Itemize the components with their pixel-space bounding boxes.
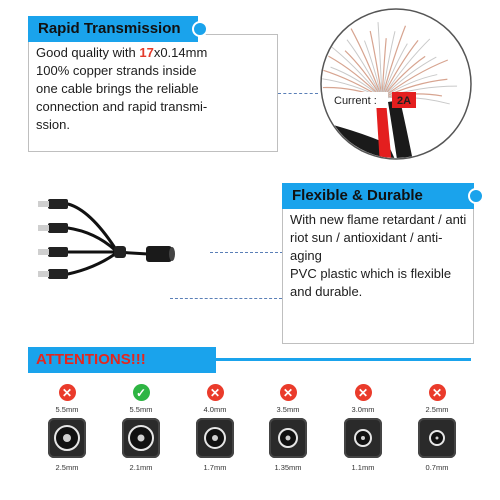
outer-diameter-label: 5.5mm	[129, 405, 153, 414]
rapid-transmission-header	[28, 16, 198, 42]
current-label: Current :	[334, 95, 377, 107]
inner-diameter-label: 1.7mm	[203, 463, 227, 472]
divider	[216, 358, 471, 361]
outer-diameter-label: 3.5mm	[276, 405, 300, 414]
flexible-durable-text: With new flame retardant / anti riot sun / antioxidant / anti-aging PVC plastic which is flexible and durable.	[290, 212, 467, 299]
dc-jack-icon	[196, 418, 234, 458]
strand-count: 17	[139, 45, 154, 60]
cross-icon: ✕	[355, 384, 372, 401]
splitter-cable-illustration	[30, 180, 220, 290]
dc-jack-icon	[269, 418, 307, 458]
cross-icon: ✕	[280, 384, 297, 401]
outer-diameter-label: 4.0mm	[203, 405, 227, 414]
dc-jack-icon	[418, 418, 456, 458]
inner-diameter-label: 1.35mm	[274, 463, 302, 472]
connector-line	[278, 93, 318, 94]
cross-icon: ✕	[59, 384, 76, 401]
plug-size-item	[405, 384, 469, 472]
plug-size-item	[109, 384, 173, 472]
cross-icon: ✕	[429, 384, 446, 401]
cross-icon: ✕	[207, 384, 224, 401]
plug-size-item	[183, 384, 247, 472]
inner-diameter-label: 0.7mm	[425, 463, 449, 472]
inner-diameter-label: 2.1mm	[129, 463, 153, 472]
inner-diameter-label: 2.5mm	[55, 463, 79, 472]
flexible-durable-title: Flexible & Durable	[292, 187, 423, 204]
current-value: 2A	[397, 95, 412, 107]
bullet-dot-icon	[192, 21, 208, 37]
bullet-dot-icon	[468, 188, 484, 204]
attentions-title: ATTENTIONS!!!	[36, 351, 146, 368]
inner-diameter-label: 1.1mm	[351, 463, 375, 472]
rapid-transmission-title: Rapid Transmission	[38, 20, 181, 37]
dc-jack-icon	[122, 418, 160, 458]
rapid-transmission-text: Good quality with 17x0.14mm 100% copper strands inside one cable brings the reliable connection and rapid transmi- ssion.	[36, 45, 208, 132]
flexible-durable-header	[282, 183, 474, 209]
outer-diameter-label: 3.0mm	[351, 405, 375, 414]
copper-wire-illustration	[318, 6, 474, 162]
connector-line	[170, 298, 282, 299]
outer-diameter-label: 2.5mm	[425, 405, 449, 414]
attentions-header	[28, 347, 216, 373]
dc-jack-icon	[48, 418, 86, 458]
plug-size-item	[35, 384, 99, 472]
outer-diameter-label: 5.5mm	[55, 405, 79, 414]
connector-line	[210, 252, 283, 299]
checkmark-icon: ✓	[133, 384, 150, 401]
dc-jack-icon	[344, 418, 382, 458]
plug-size-item	[331, 384, 395, 472]
plug-size-item	[256, 384, 320, 472]
